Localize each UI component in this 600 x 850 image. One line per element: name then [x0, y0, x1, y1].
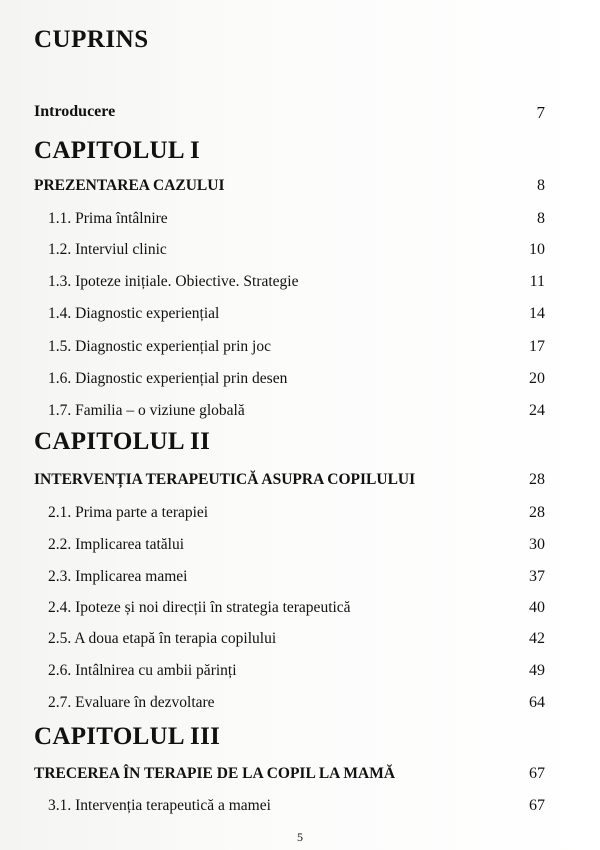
toc-entry-2-5[interactable] [34, 628, 545, 650]
entry-label: 2.3. Implicarea mamei [48, 568, 188, 585]
entry-page-number: 42 [529, 630, 545, 647]
entry-label: 2.1. Prima parte a terapiei [48, 504, 209, 521]
toc-entry-2-3[interactable] [34, 566, 545, 588]
toc-entry-2-1[interactable] [34, 502, 545, 524]
toc-entry-1-6[interactable] [34, 368, 545, 390]
entry-page-number: 28 [529, 504, 545, 521]
entry-page-number: 67 [529, 797, 545, 814]
entry-page-number: 49 [529, 662, 545, 679]
section-label: INTERVENȚIA TERAPEUTICĂ ASUPRA COPILULUI [34, 471, 416, 488]
toc-entry-2-7[interactable] [34, 692, 545, 714]
entry-page-number: 37 [529, 568, 545, 585]
entry-label: 2.6. Intâlnirea cu ambii părinți [48, 662, 237, 679]
toc-entry-1-3[interactable] [34, 271, 545, 293]
toc-entry-2-4[interactable] [34, 597, 545, 619]
entry-label: 1.5. Diagnostic experiențial prin joc [48, 338, 271, 355]
toc-section-1[interactable] [34, 175, 545, 197]
entry-page-number: 20 [529, 370, 545, 387]
entry-label: 1.1. Prima întâlnire [48, 210, 168, 227]
entry-label: 1.4. Diagnostic experiențial [48, 305, 220, 322]
entry-label: 2.4. Ipoteze și noi direcții în strategia terapeutică [48, 599, 351, 616]
entry-label: 1.3. Ipoteze inițiale. Obiective. Strategie [48, 273, 299, 290]
toc-entry-2-6[interactable] [34, 660, 545, 682]
entry-page-number: 7 [536, 103, 545, 122]
chapter-heading-3: CAPITOLUL III [34, 723, 221, 750]
entry-label: 1.2. Interviul clinic [48, 241, 167, 258]
entry-label: 1.6. Diagnostic experiențial prin desen [48, 370, 288, 387]
entry-page-number: 10 [529, 241, 545, 258]
toc-entry-1-1[interactable] [34, 208, 545, 230]
toc-entry-1-5[interactable] [34, 336, 545, 358]
entry-label: 2.5. A doua etapă în terapia copilului [48, 630, 277, 647]
page-number: 5 [297, 830, 303, 844]
section-label: TRECEREA ÎN TERAPIE DE LA COPIL LA MAMĂ [34, 765, 396, 782]
toc-entry-1-4[interactable] [34, 303, 545, 325]
toc-section-3[interactable] [34, 763, 545, 785]
entry-page-number: 30 [529, 536, 545, 553]
toc-entry-3-1[interactable] [34, 795, 545, 817]
entry-page-number: 8 [537, 210, 545, 227]
chapter-heading-1: CAPITOLUL I [34, 137, 201, 164]
entry-page-number: 64 [529, 694, 545, 711]
section-page-number: 28 [529, 471, 545, 488]
entry-label: Introducere [34, 103, 116, 120]
toc-entry-1-2[interactable] [34, 239, 545, 261]
entry-page-number: 11 [529, 273, 545, 290]
entry-label: 1.7. Familia – o viziune globală [48, 402, 245, 419]
toc-entry-2-2[interactable] [34, 534, 545, 556]
entry-label: 2.7. Evaluare în dezvoltare [48, 694, 215, 711]
section-label: PREZENTAREA CAZULUI [34, 177, 225, 194]
toc-section-2[interactable] [34, 469, 545, 491]
section-page-number: 67 [529, 765, 545, 782]
entry-page-number: 14 [529, 305, 545, 322]
chapter-heading-2: CAPITOLUL II [34, 428, 211, 455]
toc-entry-1-7[interactable] [34, 400, 545, 422]
entry-page-number: 40 [529, 599, 545, 616]
entry-page-number: 17 [529, 338, 545, 355]
entry-label: 3.1. Intervenția terapeutică a mamei [48, 797, 271, 814]
entry-page-number: 24 [529, 402, 545, 419]
toc-title: CUPRINS [34, 26, 149, 53]
section-page-number: 8 [537, 177, 545, 194]
entry-label: 2.2. Implicarea tatălui [48, 536, 184, 553]
